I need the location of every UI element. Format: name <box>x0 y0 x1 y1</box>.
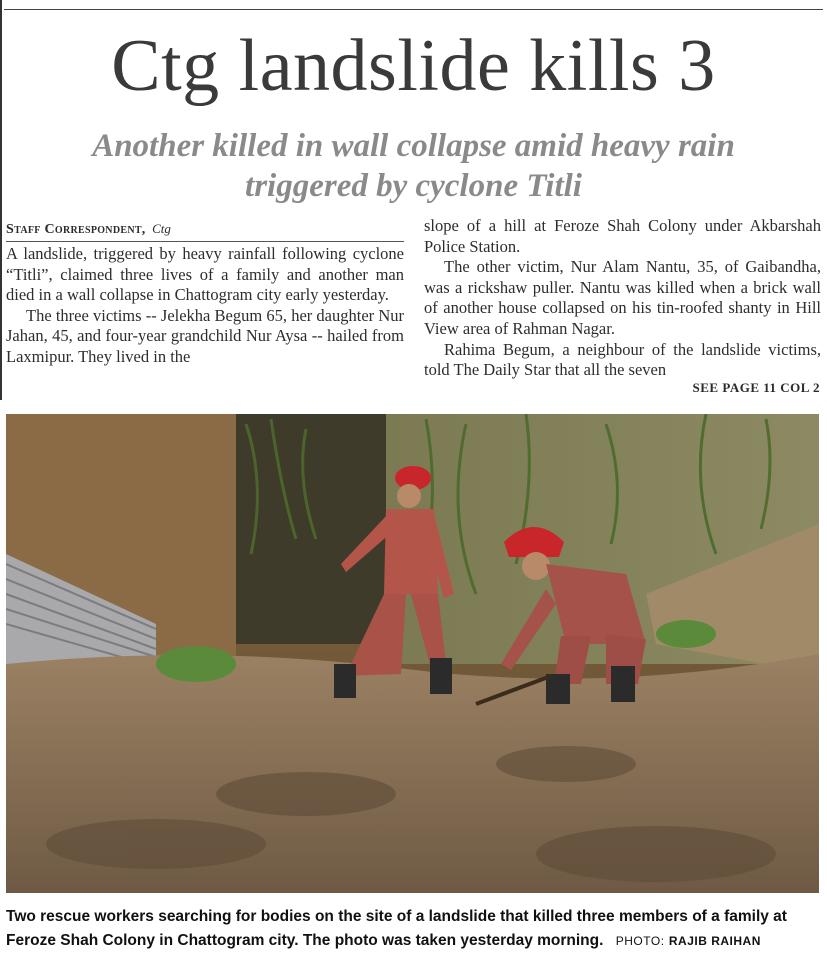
paragraph: slope of a hill at Feroze Shah Colony under Akbarshah Police Station. <box>424 216 821 256</box>
article-column-right <box>424 216 821 381</box>
subheadline: Another killed in wall collapse amid heavy rain triggered by cyclone Titli <box>92 128 735 204</box>
photo-credit-label: PHOTO: <box>615 934 665 948</box>
news-photo <box>6 414 819 893</box>
byline-name: Staff Correspondent, <box>6 222 146 237</box>
byline-location: Ctg <box>152 221 171 236</box>
paragraph: A landslide, triggered by heavy rainfall following cyclone “Titli”, claimed three lives of a family and another man died in a wall collapse in Chattogram city early yesterday. <box>6 244 404 305</box>
landslide-photo-illustration <box>6 414 819 893</box>
photo-credit-name: RAJIB RAIHAN <box>668 934 761 948</box>
caption-text: Two rescue workers searching for bodies on the site of a landslide that killed three members of a family at Feroze Shah Colony in Chattogram city. The photo was taken yesterday morning. <box>6 908 787 949</box>
headline: Ctg landslide kills 3 <box>111 25 716 107</box>
paragraph: The three victims -- Jelekha Begum 65, her daughter Nur Jahan, 45, and four-year grandchild Nur Aysa -- hailed from Laxmipur. They lived in the <box>6 305 404 366</box>
byline <box>6 219 404 242</box>
top-rule <box>4 9 823 10</box>
jump-line: SEE PAGE 11 COL 2 <box>692 380 820 395</box>
paragraph: Rahima Begum, a neighbour of the landslide victims, told The Daily Star that all the seven <box>424 339 821 380</box>
paragraph: The other victim, Nur Alam Nantu, 35, of Gaibandha, was a rickshaw puller. Nantu was killed when a brick wall of another house collapsed on his tin-roofed shanty in Hill View area of Rahman Nagar. <box>424 257 821 338</box>
article-column-left <box>6 244 404 368</box>
photo-caption <box>6 905 822 953</box>
